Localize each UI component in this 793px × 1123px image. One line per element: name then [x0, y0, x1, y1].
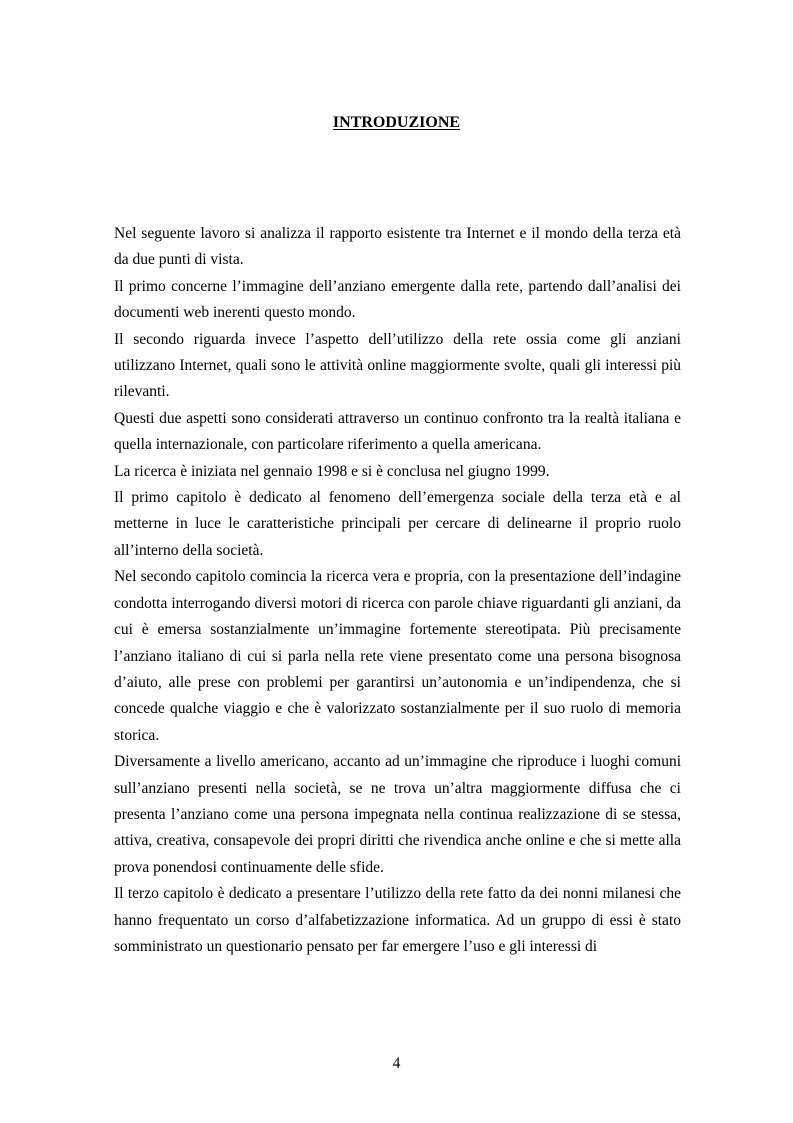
page-number: 4	[392, 1055, 401, 1072]
page-title: INTRODUZIONE	[332, 114, 461, 131]
paragraph: Questi due aspetti sono considerati attraverso un continuo confronto tra la realtà italiana e quella internazionale, con particolare riferimento a quella americana.	[114, 409, 681, 454]
paragraph: La ricerca è iniziata nel gennaio 1998 e si è conclusa nel giugno 1999.	[114, 462, 550, 480]
paragraph: Diversamente a livello americano, accanto ad un’immagine che riproduce i luoghi comuni sull’anziano presenti nella società, se ne trova un’altra maggiormente diffusa che ci presenta l’anziano come una persona impegnata nella continua realizzazione di se stessa, attiva, creativa, consapevole dei propri diritti che rivendica anche online e che si mette alla prova ponendosi continuamente delle sfide.	[114, 753, 681, 876]
paragraph: Il primo concerne l’immagine dell’anziano emergente dalla rete, partendo dall’analisi dei documenti web inerenti questo mondo.	[114, 277, 681, 322]
paragraph: Il terzo capitolo è dedicato a presentare l’utilizzo della rete fatto da dei nonni milanesi che hanno frequentato un corso d’alfabetizzazione informatica. Ad un gruppo di essi è stato somministrato un questionario pensato per far emergere l’uso e gli interessi di	[114, 885, 681, 955]
paragraph: Nel seguente lavoro si analizza il rapporto esistente tra Internet e il mondo della terza età da due punti di vista.	[114, 225, 681, 269]
paragraph: Il primo capitolo è dedicato al fenomeno dell’emergenza sociale della terza età e al metterne in luce le caratteristiche principali per cercare di delinearne il proprio ruolo all’interno della società.	[114, 489, 681, 559]
body-text	[114, 221, 681, 960]
paragraph: Il secondo riguarda invece l’aspetto dell’utilizzo della rete ossia come gli anziani utilizzano Internet, quali sono le attività online maggiormente svolte, quali gli interessi più rilevanti.	[114, 330, 681, 401]
paragraph: Nel secondo capitolo comincia la ricerca vera e propria, con la presentazione dell’indagine condotta interrogando diversi motori di ricerca con parole chiave riguardanti gli anziani, da cui è emersa sostanzialmente un’immagine fortemente stereotipata. Più precisamente l’anziano italiano di cui si parla nella rete viene presentato come una persona bisognosa d’aiuto, alle prese con problemi per garantirsi un’autonomia e un’indipendenza, che si concede qualche viaggio e che è valorizzato sostanzialmente per il suo ruolo di memoria storica.	[114, 568, 681, 744]
